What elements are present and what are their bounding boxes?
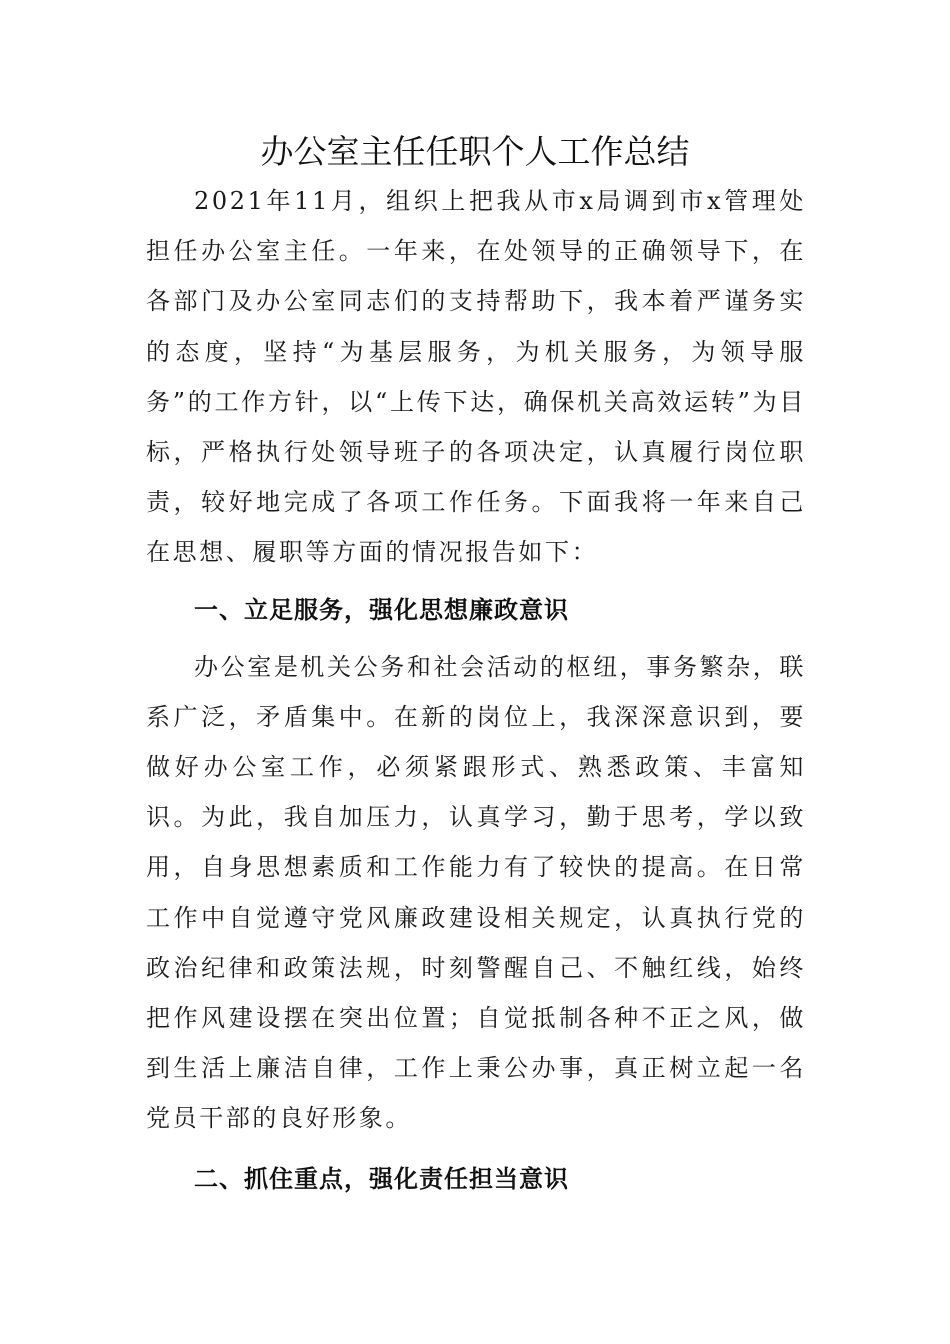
intro-paragraph: 2021年11月，组织上把我从市x局调到市x管理处担任办公室主任。一年来，在处领导的正确领导下，在各部门及办公室同志们的支持帮助下，我本着严谨务实的态度，坚持“为基层服务，为机关服务，为领导服务”的工作方针，以“上传下达，确保机关高效运转”为目标，严格执行处领导班子的各项决定，认真履行岗位职责，较好地完成了各项工作任务。下面我将一年来自己在思想、履职等方面的情况报告如下： xyxy=(146,187,806,567)
document-body xyxy=(146,176,806,1211)
section-1-paragraph: 办公室是机关公务和社会活动的枢纽，事务繁杂，联系广泛，矛盾集中。在新的岗位上，我深深意识到，要做好办公室工作，必须紧跟形式、熟悉政策、丰富知识。为此，我自加压力，认真学习，勤于思考，学以致用，自身思想素质和工作能力有了较快的提高。在日常工作中自觉遵守党风廉政建设相关规定，认真执行党的政治纪律和政策法规，时刻警醒自己、不触红线，始终把作风建设摆在突出位置；自觉抵制各种不正之风，做到生活上廉洁自律，工作上秉公办事，真正树立起一名党员干部的良好形象。 xyxy=(146,652,806,1133)
document-title: 办公室主任任职个人工作总结 xyxy=(260,132,690,171)
section-heading-1: 一、立足服务，强化思想廉政意识 xyxy=(194,595,569,624)
section-heading-2: 二、抓住重点，强化责任担当意识 xyxy=(194,1164,569,1193)
